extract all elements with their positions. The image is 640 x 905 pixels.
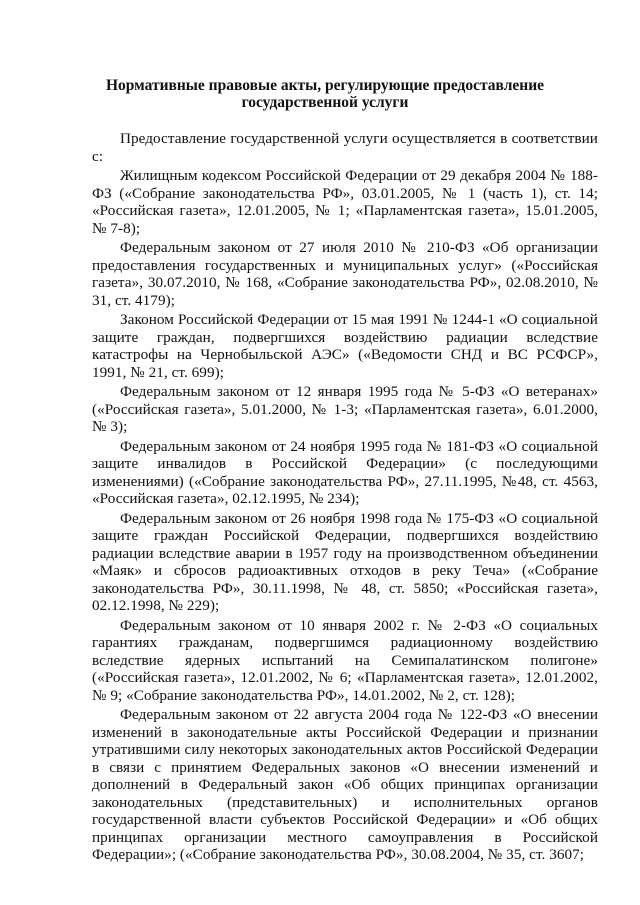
paragraph-law-2: Федеральным законом от 10 января 2002 г. № 2-ФЗ «О социальных гарантиях гражданам, подвергшимся радиационному воздействию вследствие ядерных испытаний на Семипалатинском полигоне» («Российская газета», 12.01.2002, № 6; «Парламентская газета», 12.01.2002, № 9; «Собрание законодательства РФ», 14.01.2002, № 2, ст. 128);	[92, 616, 598, 704]
paragraph-intro: Предоставление государственной услуги осуществляется в соответствии с:	[92, 130, 598, 165]
paragraph-law-122: Федеральным законом от 22 августа 2004 года № 122-ФЗ «О внесении изменений в законодательные акты Российской Федерации и признании утратившими силу некоторых законодательных актов Российской Федерации в связи с принятием Федеральных законов «О внесении изменений и дополнений в Федеральный закон «Об общих принципах организации законодательных (представительных) и исполнительных органов государственной власти субъектов Российской Федерации» и «Об общих принципах организации местного самоуправления в Российской Федерации»; («Собрание законодательства РФ», 30.08.2004, № 35, ст. 3607;	[92, 706, 598, 863]
paragraph-law-5: Федеральным законом от 12 января 1995 года № 5-ФЗ «О ветеранах» («Российская газета», 5.01.2000, № 1-3; «Парламентская газета», 6.01.2000, № 3);	[92, 383, 598, 435]
paragraph-law-175: Федеральным законом от 26 ноября 1998 года № 175-ФЗ «О социальной защите граждан Российской Федерации, подвергшихся воздействию радиации вследствие аварии в 1957 году на производственном объединении «Маяк» и сбросов радиоактивных отходов в реку Теча» («Собрание законодательства РФ», 30.11.1998, № 48, ст. 5850; «Российская газета», 02.12.1998, № 229);	[92, 509, 598, 614]
document-body	[92, 130, 598, 866]
paragraph-law-1244: Законом Российской Федерации от 15 мая 1991 № 1244-1 «О социальной защите граждан, подвергшихся воздействию радиации вследствие катастрофы на Чернобыльской АЭС» («Ведомости СНД и ВС РСФСР», 1991, № 21, ст. 699);	[92, 311, 598, 381]
paragraph-law-181: Федеральным законом от 24 ноября 1995 года № 181-ФЗ «О социальной защите инвалидов в Российской Федерации» (с последующими изменениями) («Собрание законодательства РФ», 27.11.1995, №48, ст. 4563, «Российская газета», 02.12.1995, № 234);	[92, 437, 598, 507]
paragraph-housing-code: Жилищным кодексом Российской Федерации от 29 декабря 2004 № 188-ФЗ («Собрание законодательства РФ», 03.01.2005, № 1 (часть 1), ст. 14; «Российская газета», 12.01.2005, № 1; «Парламентская газета», 15.01.2005, № 7-8);	[92, 167, 598, 237]
paragraph-law-210: Федеральным законом от 27 июля 2010 № 210-ФЗ «Об организации предоставления государственных и муниципальных услуг» («Российская газета», 30.07.2010, № 168, «Собрание законодательства РФ», 02.08.2010, № 31, ст. 4179);	[92, 239, 598, 309]
document-title: Нормативные правовые акты, регулирующие предоставление государственной услуги	[105, 77, 545, 111]
